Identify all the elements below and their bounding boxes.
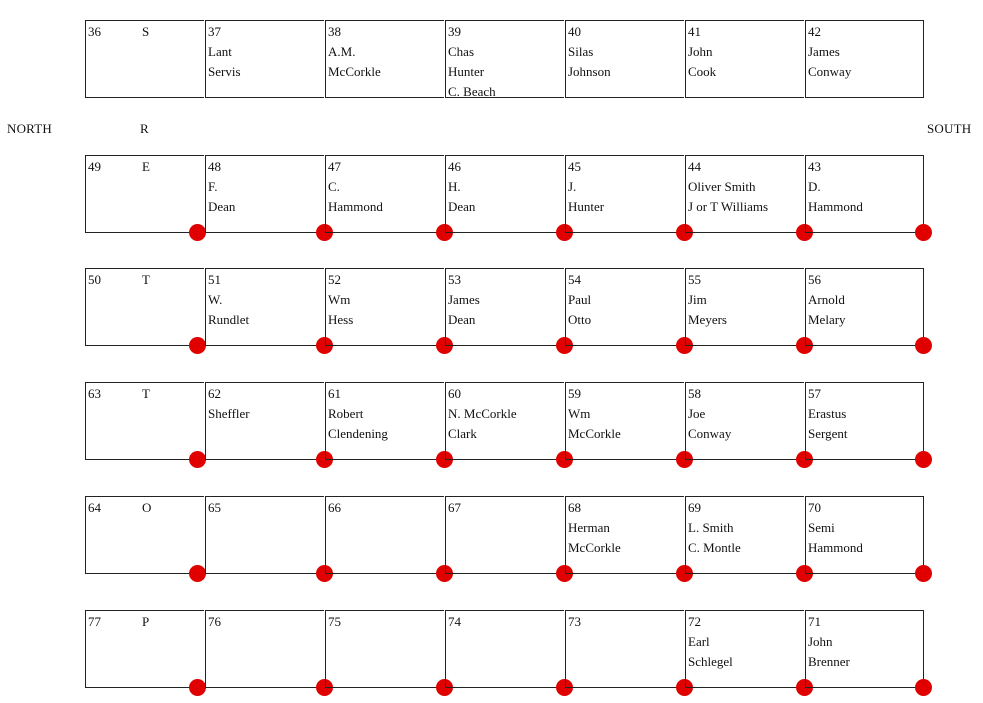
plot-number: 68 bbox=[568, 500, 581, 515]
plot-number: 63 bbox=[88, 386, 101, 401]
plot-number: 60 bbox=[448, 386, 461, 401]
south-label: SOUTH bbox=[927, 121, 972, 136]
plot-cell bbox=[685, 610, 804, 688]
plot-cell bbox=[325, 610, 444, 688]
plot-cell bbox=[565, 610, 684, 688]
row-letter: T bbox=[142, 272, 150, 287]
grave-marker-dot bbox=[189, 451, 206, 468]
plot-cell bbox=[445, 155, 564, 233]
plot-number: 67 bbox=[448, 500, 461, 515]
plot-cell bbox=[205, 155, 324, 233]
plot-cell bbox=[685, 268, 804, 346]
grave-marker-dot bbox=[915, 337, 932, 354]
plot-owner-line1: Earl bbox=[688, 634, 710, 649]
plot-number: 69 bbox=[688, 500, 701, 515]
grave-marker-dot bbox=[189, 337, 206, 354]
row-letter: T bbox=[142, 386, 150, 401]
plot-owner-line2: Sergent bbox=[808, 426, 848, 441]
plot-number: 61 bbox=[328, 386, 341, 401]
plot-cell bbox=[325, 268, 444, 346]
plot-number: 46 bbox=[448, 159, 461, 174]
row-header-cell bbox=[85, 20, 204, 98]
grave-marker-dot bbox=[915, 679, 932, 696]
plot-owner-line1: Wm bbox=[568, 406, 591, 421]
plot-number: 40 bbox=[568, 24, 581, 39]
plot-cell bbox=[685, 20, 804, 98]
plot-owner-line2: Hunter bbox=[568, 199, 605, 214]
plot-cell bbox=[205, 496, 324, 574]
row-letter: S bbox=[142, 24, 150, 39]
plot-owner-line2: Hammond bbox=[808, 540, 863, 555]
plot-cell bbox=[805, 382, 924, 460]
plot-owner-line2: Otto bbox=[568, 312, 592, 327]
plot-owner-line1: John bbox=[808, 634, 833, 649]
plot-owner-line2: Dean bbox=[208, 199, 236, 214]
plot-cell bbox=[325, 382, 444, 460]
plot-cell bbox=[325, 155, 444, 233]
plot-owner-line2: Hammond bbox=[808, 199, 863, 214]
plot-cell bbox=[445, 382, 564, 460]
plot-number: 77 bbox=[88, 614, 101, 629]
plot-cell bbox=[565, 268, 684, 346]
plot-owner-line1: Wm bbox=[328, 292, 351, 307]
plot-cell bbox=[805, 20, 924, 98]
plot-owner-line2: McCorkle bbox=[568, 426, 621, 441]
plot-owner-line1: James bbox=[808, 44, 840, 59]
plot-owner-line1: J. bbox=[568, 179, 577, 194]
plot-cell bbox=[565, 496, 684, 574]
plot-number: 76 bbox=[208, 614, 221, 629]
plot-owner-line2: Clark bbox=[448, 426, 477, 441]
plot-owner-line1: Paul bbox=[568, 292, 592, 307]
plot-row bbox=[85, 268, 925, 347]
plot-owner-line2: Clendening bbox=[328, 426, 388, 441]
plot-number: 38 bbox=[328, 24, 341, 39]
plot-owner-line2: J or T Williams bbox=[688, 199, 769, 214]
plot-number: 72 bbox=[688, 614, 701, 629]
plot-cell bbox=[445, 20, 564, 98]
plot-owner-line2: Dean bbox=[448, 312, 476, 327]
row-letter: E bbox=[142, 159, 150, 174]
plot-cell bbox=[565, 20, 684, 98]
plot-cell bbox=[805, 496, 924, 574]
plot-owner-line1: H. bbox=[448, 179, 461, 194]
plot-owner-line1: N. McCorkle bbox=[448, 406, 517, 421]
plot-owner-line1: Jim bbox=[688, 292, 707, 307]
plot-owner-line1: F. bbox=[208, 179, 218, 194]
plot-owner-line1: W. bbox=[208, 292, 223, 307]
plot-owner-line1: Lant bbox=[208, 44, 232, 59]
plot-number: 50 bbox=[88, 272, 101, 287]
plot-owner-line1: A.M. bbox=[328, 44, 356, 59]
plot-number: 36 bbox=[88, 24, 101, 39]
plot-number: 48 bbox=[208, 159, 221, 174]
plot-number: 39 bbox=[448, 24, 461, 39]
plot-number: 74 bbox=[448, 614, 461, 629]
plot-number: 54 bbox=[568, 272, 581, 287]
grave-marker-dot bbox=[189, 565, 206, 582]
plot-number: 73 bbox=[568, 614, 581, 629]
plot-cell bbox=[445, 496, 564, 574]
plot-number: 56 bbox=[808, 272, 821, 287]
row-header-cell bbox=[85, 155, 204, 233]
plot-number: 42 bbox=[808, 24, 821, 39]
plot-number: 44 bbox=[688, 159, 701, 174]
plot-number: 49 bbox=[88, 159, 101, 174]
plot-number: 59 bbox=[568, 386, 581, 401]
north-label: NORTH bbox=[7, 121, 52, 136]
plot-cell bbox=[805, 155, 924, 233]
plot-cell bbox=[205, 610, 324, 688]
plot-row bbox=[85, 20, 925, 99]
plot-cell bbox=[205, 268, 324, 346]
plot-number: 53 bbox=[448, 272, 461, 287]
plot-number: 52 bbox=[328, 272, 341, 287]
plot-number: 64 bbox=[88, 500, 101, 515]
plot-owner-line1: Erastus bbox=[808, 406, 847, 421]
plot-owner-line2: Brenner bbox=[808, 654, 850, 669]
plot-owner-line2: Schlegel bbox=[688, 654, 733, 669]
plot-owner-line2: Hammond bbox=[328, 199, 383, 214]
plot-owner-line2: Dean bbox=[448, 199, 476, 214]
plot-owner-line2: Hunter bbox=[448, 64, 485, 79]
plot-number: 55 bbox=[688, 272, 701, 287]
plot-owner-line2: Cook bbox=[688, 64, 717, 79]
row-header-cell bbox=[85, 268, 204, 346]
row-header-cell bbox=[85, 496, 204, 574]
plot-owner-line1: Sheffler bbox=[208, 406, 250, 421]
plot-owner-line1: Semi bbox=[808, 520, 835, 535]
plot-number: 58 bbox=[688, 386, 701, 401]
row-letter: O bbox=[142, 500, 152, 515]
plot-owner-line1: D. bbox=[808, 179, 821, 194]
plot-number: 43 bbox=[808, 159, 821, 174]
plot-number: 65 bbox=[208, 500, 221, 515]
plot-row bbox=[85, 610, 925, 689]
plot-cell bbox=[805, 610, 924, 688]
plot-owner-line2: McCorkle bbox=[328, 64, 381, 79]
plot-number: 47 bbox=[328, 159, 341, 174]
plot-number: 71 bbox=[808, 614, 821, 629]
plot-cell bbox=[805, 268, 924, 346]
plot-row bbox=[85, 496, 925, 575]
plot-owner-line2: Conway bbox=[688, 426, 732, 441]
plot-number: 45 bbox=[568, 159, 581, 174]
plot-owner-line1: Robert bbox=[328, 406, 364, 421]
plot-number: 62 bbox=[208, 386, 221, 401]
plot-cell bbox=[685, 382, 804, 460]
grave-marker-dot bbox=[915, 224, 932, 241]
plot-owner-line3: C. Beach bbox=[448, 84, 496, 99]
plot-owner-line1: Silas bbox=[568, 44, 594, 59]
plot-number: 41 bbox=[688, 24, 701, 39]
plot-owner-line2: Conway bbox=[808, 64, 852, 79]
plot-number: 51 bbox=[208, 272, 221, 287]
plot-owner-line2: Hess bbox=[328, 312, 354, 327]
plot-owner-line2: Rundlet bbox=[208, 312, 250, 327]
plot-owner-line1: Arnold bbox=[808, 292, 845, 307]
row-header-cell bbox=[85, 382, 204, 460]
plot-number: 75 bbox=[328, 614, 341, 629]
plot-owner-line2: Meyers bbox=[688, 312, 727, 327]
plot-owner-line2: McCorkle bbox=[568, 540, 621, 555]
plot-cell bbox=[325, 20, 444, 98]
row-letter: P bbox=[142, 614, 150, 629]
plot-owner-line2: Johnson bbox=[568, 64, 611, 79]
grave-marker-dot bbox=[189, 224, 206, 241]
row-header-cell bbox=[85, 610, 204, 688]
plot-cell bbox=[445, 610, 564, 688]
plot-owner-line2: C. Montle bbox=[688, 540, 741, 555]
plot-owner-line1: C. bbox=[328, 179, 340, 194]
plot-cell bbox=[205, 20, 324, 98]
plot-owner-line1: John bbox=[688, 44, 713, 59]
plot-owner-line2: Melary bbox=[808, 312, 846, 327]
plot-number: 37 bbox=[208, 24, 221, 39]
plot-cell bbox=[205, 382, 324, 460]
row-letter-r: R bbox=[140, 121, 149, 136]
plot-number: 66 bbox=[328, 500, 341, 515]
plot-cell bbox=[565, 382, 684, 460]
plot-row bbox=[85, 382, 925, 461]
grave-marker-dot bbox=[915, 565, 932, 582]
plot-owner-line1: Joe bbox=[688, 406, 706, 421]
plot-number: 57 bbox=[808, 386, 821, 401]
plot-owner-line1: Herman bbox=[568, 520, 610, 535]
plot-cell bbox=[445, 268, 564, 346]
grave-marker-dot bbox=[189, 679, 206, 696]
plot-owner-line1: Oliver Smith bbox=[688, 179, 756, 194]
plot-owner-line1: James bbox=[448, 292, 480, 307]
plot-owner-line2: Servis bbox=[208, 64, 241, 79]
grave-marker-dot bbox=[915, 451, 932, 468]
plot-number: 70 bbox=[808, 500, 821, 515]
plot-cell bbox=[565, 155, 684, 233]
plot-row bbox=[85, 155, 925, 234]
plot-owner-line1: Chas bbox=[448, 44, 474, 59]
plot-owner-line1: L. Smith bbox=[688, 520, 734, 535]
plot-cell bbox=[325, 496, 444, 574]
plot-cell bbox=[685, 155, 804, 233]
plot-cell bbox=[685, 496, 804, 574]
